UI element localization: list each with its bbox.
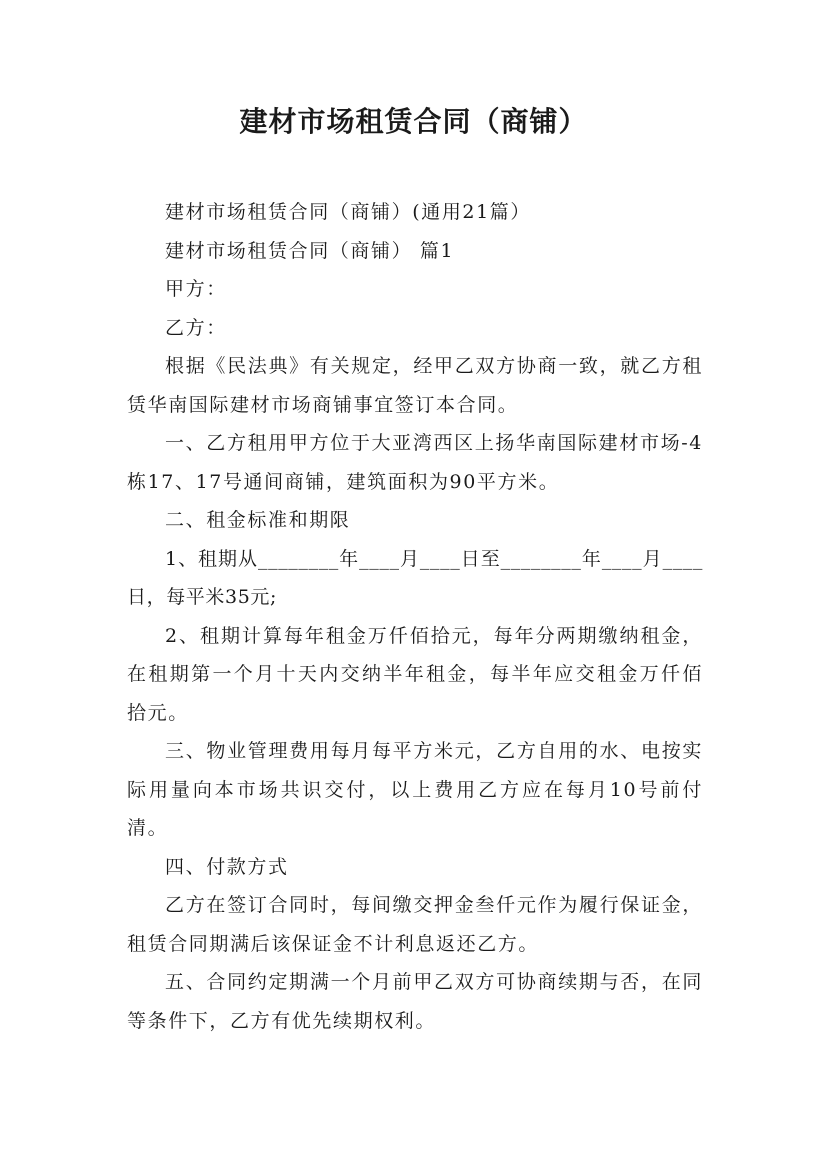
paragraph-section-heading: 建材市场租赁合同（商铺） 篇1 — [165, 239, 455, 262]
paragraph-preamble: 根据《民法典》有关规定，经甲乙双方协商一致，就乙方租赁华南国际建材市场商铺事宜签订本合同。 — [127, 355, 703, 416]
paragraph-clause-4-heading: 四、付款方式 — [165, 855, 289, 878]
paragraph-party-b: 乙方： — [165, 316, 227, 339]
paragraph-clause-3: 三、物业管理费用每月每平方米元，乙方自用的水、电按实际用量向本市场共识交付，以上费用乙方应在每月10号前付清。 — [127, 740, 703, 839]
paragraph-clause-2-1: 1、租期从________年____月____日至________年____月____日，每平米35元; — [127, 547, 703, 608]
paragraph-party-a: 甲方： — [165, 278, 227, 300]
paragraph-doc-heading: 建材市场租赁合同（商铺）(通用21篇） — [165, 201, 531, 223]
paragraph-clause-4: 乙方在签订合同时，每间缴交押金叁仟元作为履行保证金，租赁合同期满后该保证金不计利息返还乙方。 — [127, 894, 703, 955]
paragraph-clause-1: 一、乙方租用甲方位于大亚湾西区上扬华南国际建材市场-4栋17、17号通间商铺，建筑面积为90平方米。 — [127, 432, 703, 493]
paragraph-clause-2-heading: 二、租金标准和期限 — [165, 509, 351, 531]
document-body — [127, 193, 703, 1040]
paragraph-clause-2-2: 2、租期计算每年租金万仟佰拾元，每年分两期缴纳租金，在租期第一个月十天内交纳半年租金，每半年应交租金万仟佰拾元。 — [127, 624, 703, 724]
paragraph-clause-5: 五、合同约定期满一个月前甲乙双方可协商续期与否，在同等条件下，乙方有优先续期权利。 — [127, 971, 703, 1032]
document-title: 建材市场租赁合同（商铺） — [239, 105, 588, 138]
